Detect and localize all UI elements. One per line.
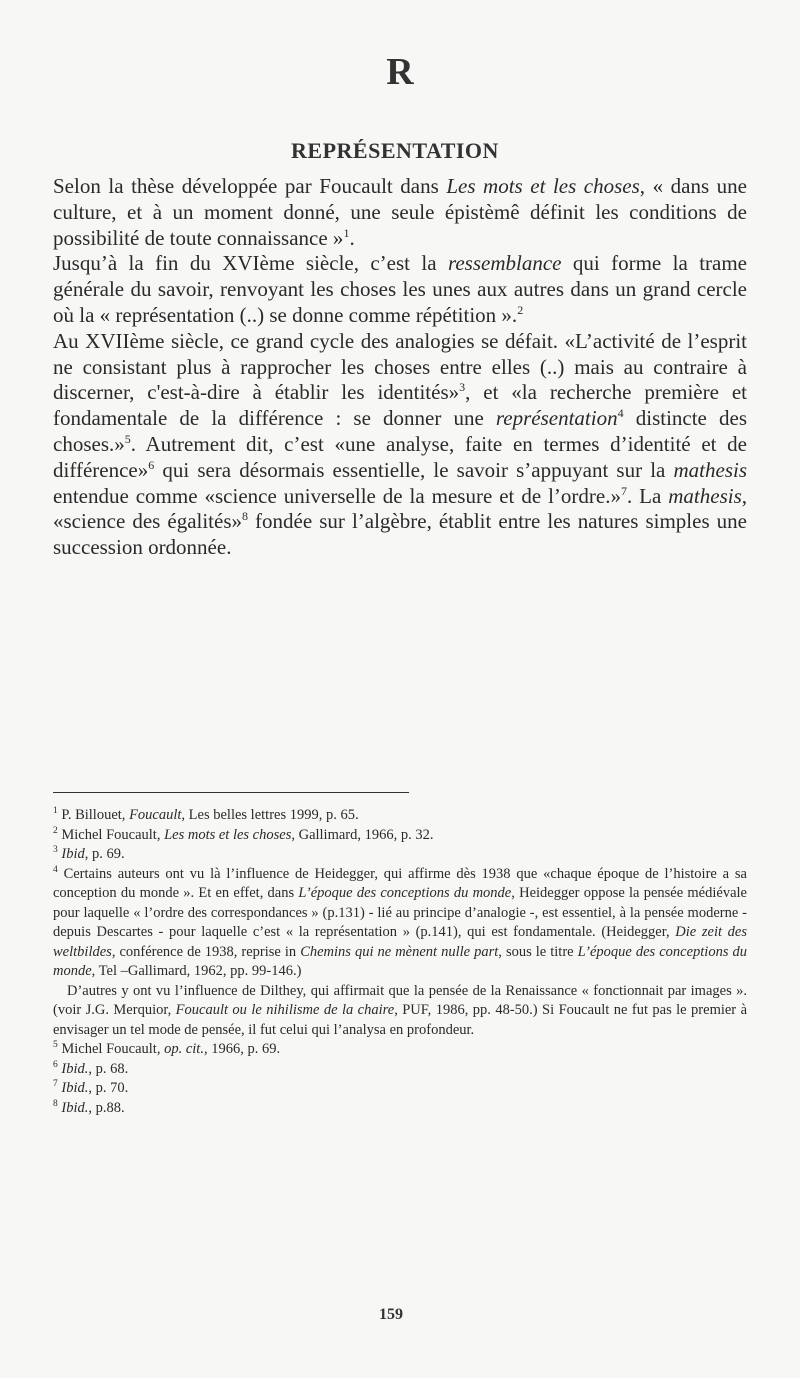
page-number: 159 bbox=[379, 1306, 403, 1323]
section-title: REPRÉSENTATION bbox=[291, 138, 499, 163]
footnote-3: $^3$ Ibid, p. 69. bbox=[53, 845, 125, 862]
footnote-separator bbox=[53, 792, 409, 793]
paragraph-2: Jusqu’à la fin du XVIème siècle, c’est la ressemblance qui forme la trame générale du savoir, renvoyant les choses les unes aux autres dans un grand cercle où la « représentation (..) se donne comme répétition ».$^2$ bbox=[53, 251, 747, 327]
footnote-ref[interactable]: 8 bbox=[242, 509, 249, 524]
footnote-2: $^2$ Michel Foucault, Les mots et les choses, Gallimard, 1966, p. 32. bbox=[53, 825, 434, 843]
footnotes bbox=[53, 806, 747, 1118]
footnote-ref[interactable]: 3 bbox=[459, 380, 466, 395]
body-text bbox=[53, 174, 747, 561]
footnote-6: $^6$ Ibid., p. 68. bbox=[53, 1059, 129, 1077]
footnote-5: $^5$ Michel Foucault, op. cit., 1966, p. 69. bbox=[53, 1040, 281, 1057]
paragraph-1: Selon la thèse développée par Foucault dans Les mots et les choses, « dans une culture, et à un moment donné, une seule épistèmê définit les conditions de possibilité de toute connaissance »$^1$. bbox=[53, 174, 747, 250]
footnote-ref[interactable]: 1 bbox=[343, 225, 350, 240]
footnote-ref[interactable]: 6 bbox=[148, 457, 155, 472]
footnote-ref[interactable]: 5 bbox=[124, 431, 131, 446]
paragraph-3: Au XVIIème siècle, ce grand cycle des analogies se défait. «L’activité de l’esprit ne consistant plus à rapprocher les choses entre elles (..) mais au contraire à discerner, c'est-à-dire à établir les identités»$^3$, et «la recherche première et fondamentale de la différence : se donner une représentation$^4$ distincte des choses.»$^5$. Autrement dit, c’est «une analyse, faite en termes d’identité et de différence»$^6$ qui sera désormais essentielle, le savoir s’appuyant sur la mathesis entendue comme «science universelle de la mesure et de l’ordre.»$^7$. La mathesis, «science des égalités»$^8$ fondée sur l’algèbre, établit entre les natures simples une succession ordonnée. bbox=[53, 328, 748, 560]
footnote-4-continued: D’autres y ont vu l’influence de Dilthey, qui affirmait que la pensée de la Renaissance « fonctionnait par images ». (voir J.G. Merquior, Foucault ou le nihilisme de la chaire, PUF, 1986, pp. 48-50.) Si Foucault ne fut pas le premier à envisager un tel mode de pensée, il fut celui qui l’analysa en profondeur. bbox=[53, 982, 748, 1038]
footnote-7: $^7$ Ibid., p. 70. bbox=[53, 1079, 129, 1096]
footnote-ref[interactable]: 7 bbox=[620, 483, 627, 498]
footnote-4: $^4$ Certains auteurs ont vu là l’influence de Heidegger, qui affirme dès 1938 que «chaque époque de l’histoire a sa conception du monde ». Et en effet, dans L’époque des conceptions du monde, Heidegger oppose la pensée médiévale pour laquelle « l’ordre des correspondances » (p.131) - lié au principe d’analogie -, est essentiel, à la pensée moderne - depuis Descartes - pour laquelle c’est « la représentation » (p.141), qui est fondamentale. (Heidegger, Die zeit des weltbildes, conférence de 1938, reprise in Chemins qui ne mènent nulle part, sous le titre L’époque des conceptions du monde, Tel –Gallimard, 1962, pp. 99-146.) bbox=[53, 864, 747, 979]
chapter-letter: R bbox=[386, 51, 414, 93]
footnote-8: $^8$ Ibid., p.88. bbox=[53, 1098, 125, 1116]
footnote-ref[interactable]: 4 bbox=[617, 406, 624, 421]
footnote-1: $^1$ P. Billouet, Foucault, Les belles lettres 1999, p. 65. bbox=[53, 806, 359, 823]
footnote-ref[interactable]: 2 bbox=[517, 302, 524, 317]
